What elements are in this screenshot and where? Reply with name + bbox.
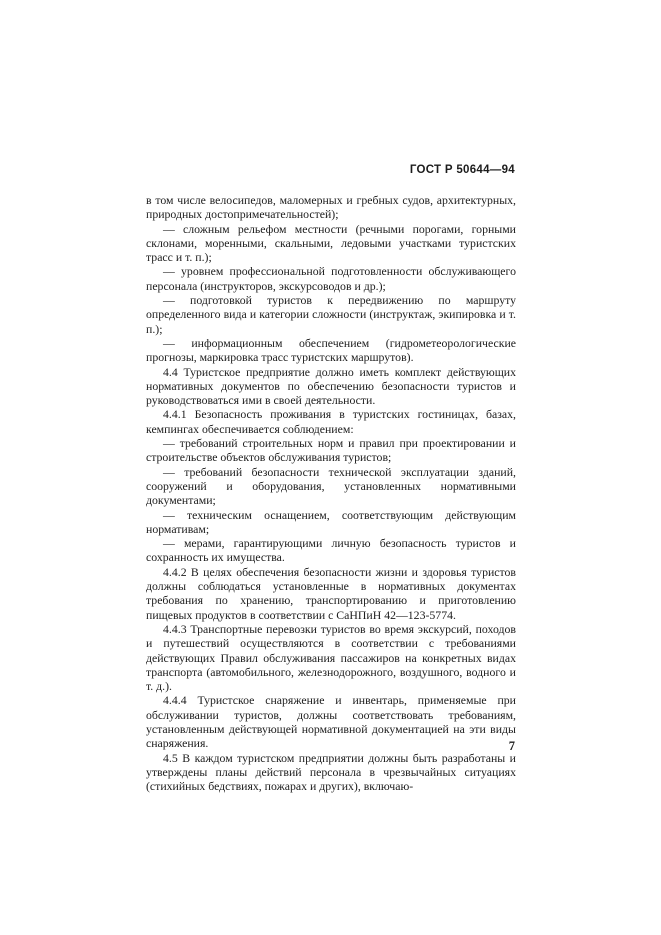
- paragraph-9: — требований безопасности технической эксплуатации зданий, сооружений и оборудования, установленных нормативными документами;: [146, 464, 516, 508]
- paragraph-1: в том числе велосипедов, маломерных и гребных судов, архитектурных, природных достопримечательностей);: [146, 193, 516, 222]
- document-body: [146, 193, 516, 793]
- section-4-4: 4.4 Туристское предприятие должно иметь комплект действующих нормативных документов по обеспечению безопасности туристов и руководствоваться ими в своей деятельности.: [146, 364, 516, 408]
- section-4-4-1: 4.4.1 Безопасность проживания в туристских гостиницах, базах, кемпингах обеспечивается соблюдением:: [146, 407, 516, 436]
- paragraph-11: — мерами, гарантирующими личную безопасность туристов и сохранность их имущества.: [146, 536, 516, 565]
- section-4-4-2: 4.4.2 В целях обеспечения безопасности жизни и здоровья туристов должны соблюдаться установленные в нормативных документах требования по хранению, транспортированию и приготовлению пищевых продуктов в соответствии с СаНПиН 42—123-5774.: [146, 564, 516, 622]
- page-number: 7: [508, 739, 515, 753]
- section-4-4-3: 4.4.3 Транспортные перевозки туристов во время экскурсий, походов и путешествий осуществляются в соответствии с требованиями действующих Правил обслуживания пассажиров на конкретных видах транспорта (автомобильного, железнодорожного, воздушного, водного и т. д.).: [146, 621, 516, 694]
- paragraph-8: — требований строительных норм и правил при проектировании и строительстве объектов обслуживания туристов;: [146, 436, 516, 465]
- section-4-5: 4.5 В каждом туристском предприятии должны быть разработаны и утверждены планы действий персонала в чрезвычайных ситуациях (стихийных бедствиях, пожарах и других), включаю-: [146, 750, 516, 794]
- section-4-4-4: 4.4.4 Туристское снаряжение и инвентарь, применяемые при обслуживании туристов, должны соответствовать требованиям, установленным действующей нормативной документацией на эти виды снаряжения.: [146, 693, 516, 751]
- paragraph-5: — информационным обеспечением (гидрометеорологические прогнозы, маркировка трасс туристских маршрутов).: [146, 335, 516, 365]
- document-code-header: ГОСТ Р 50644—94: [409, 164, 515, 176]
- paragraph-2: — сложным рельефом местности (речными порогами, горными склонами, моренными, скальными, ледовыми участками туристских трасс и т. п.);: [146, 221, 516, 265]
- paragraph-10: — техническим оснащением, соответствующим действующим нормативам;: [146, 507, 516, 536]
- paragraph-3: — уровнем профессиональной подготовленности обслуживающего персонала (инструкторов, экскурсоводов и др.);: [146, 264, 516, 293]
- paragraph-4: — подготовкой туристов к передвижению по маршруту определенного вида и категории сложности (инструктаж, экипировка и т. п.);: [146, 293, 516, 336]
